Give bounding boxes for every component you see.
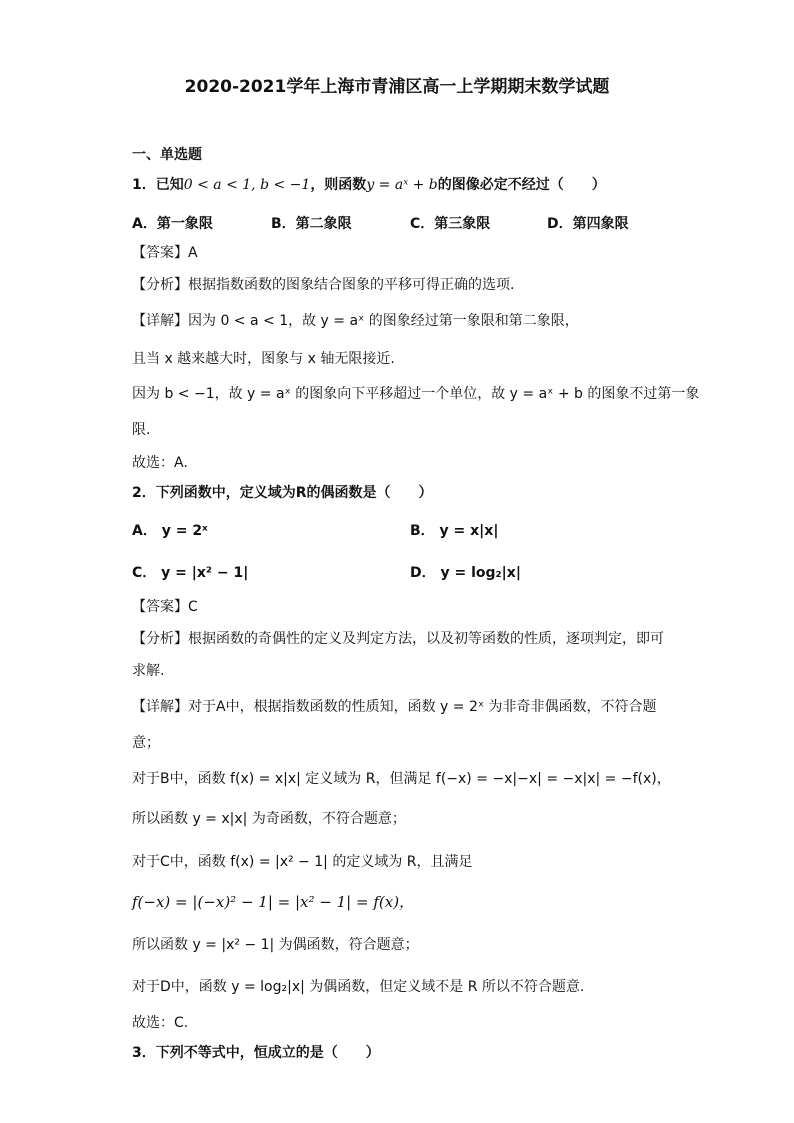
q1-detail-line: 【详解】因为 0 < a < 1，故 y = aˣ 的图象经过第一象限和第二象限， bbox=[132, 313, 579, 329]
q2-option-b: B． y = x|x| bbox=[410, 523, 499, 539]
q1-detail-line: 且当 x 越来越大时，图象与 x 轴无限接近. bbox=[132, 351, 395, 367]
q2-option-c: C． y = |x² − 1| bbox=[132, 565, 249, 581]
q1-detail-line: 因为 b < −1，故 y = aˣ 的图象向下平移超过一个单位，故 y = aˣ + b 的图象不过第一象 bbox=[132, 386, 700, 402]
q2-detail-line: 对于C中，函数 f(x) = |x² − 1| 的定义域为 R，且满足 bbox=[132, 854, 473, 870]
q1-option-d: D．第四象限 bbox=[547, 216, 629, 232]
q2-detail-line: 【详解】对于A中，根据指数函数的性质知，函数 y = 2ˣ 为非奇非偶函数，不符合题 bbox=[132, 699, 657, 715]
page-title: 2020-2021学年上海市青浦区高一上学期期末数学试题 bbox=[184, 77, 610, 97]
q2-analysis-line: 求解. bbox=[132, 663, 165, 679]
q1-answer: 【答案】A bbox=[132, 245, 198, 261]
q2-answer: 【答案】C bbox=[132, 599, 198, 615]
q2-option-a: A． y = 2ˣ bbox=[132, 523, 208, 539]
q2-option-d: D． y = log₂|x| bbox=[410, 565, 521, 581]
q2-detail-line: 对于D中，函数 y = log₂|x| 为偶函数，但定义域不是 R 所以不符合题意. bbox=[132, 979, 585, 995]
q3-stem: 3．下列不等式中，恒成立的是（ ） bbox=[132, 1045, 380, 1061]
q1-option-c: C．第三象限 bbox=[410, 216, 491, 232]
q2-detail-line: 意； bbox=[132, 735, 160, 751]
q1-option-b: B．第二象限 bbox=[271, 216, 352, 232]
q1-detail-line: 限. bbox=[132, 422, 151, 438]
q2-conclusion: 故选：C. bbox=[132, 1015, 189, 1031]
q2-detail-formula: f(−x) = |(−x)² − 1| = |x² − 1| = f(x)， bbox=[132, 893, 415, 911]
q1-stem: 1．已知0 < a < 1, b < −1，则函数y = aˣ + b的图像必定不经过（ ） bbox=[132, 177, 606, 193]
q2-detail-line: 所以函数 y = |x² − 1| 为偶函数，符合题意； bbox=[132, 937, 419, 953]
q1-conclusion: 故选：A. bbox=[132, 455, 188, 471]
q1-analysis: 【分析】根据指数函数的图象结合图象的平移可得正确的选项. bbox=[132, 277, 515, 293]
q2-detail-line: 所以函数 y = x|x| 为奇函数，不符合题意； bbox=[132, 811, 406, 827]
section-heading: 一、单选题 bbox=[132, 147, 202, 163]
q2-analysis-line: 【分析】根据函数的奇偶性的定义及判定方法，以及初等函数的性质，逐项判定，即可 bbox=[132, 631, 664, 647]
q2-detail-line: 对于B中，函数 f(x) = x|x| 定义域为 R，但满足 f(−x) = −x|−x| = −x|x| = −f(x)， bbox=[132, 771, 671, 787]
q2-stem: 2．下列函数中，定义域为R的偶函数是（ ） bbox=[132, 485, 433, 501]
q1-option-a: A．第一象限 bbox=[132, 216, 213, 232]
